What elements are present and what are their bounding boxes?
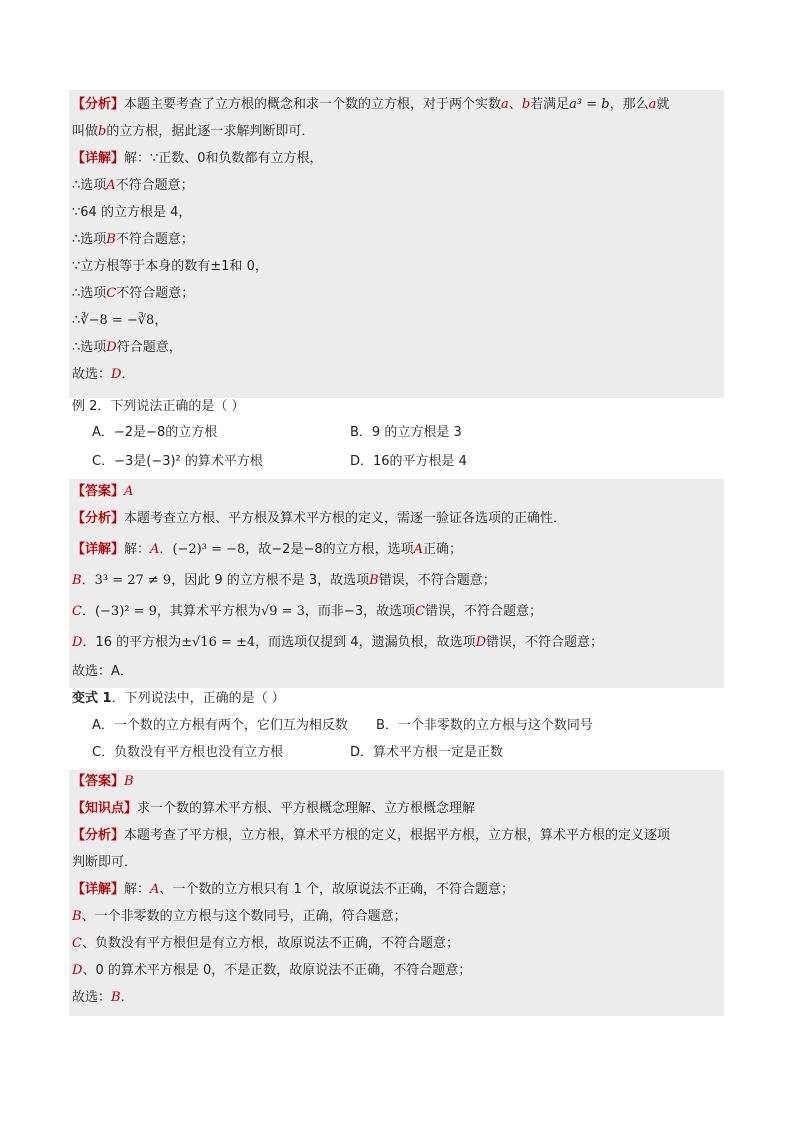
analysis-label: 【分析】	[72, 97, 125, 112]
ex2-detail-line3: C．(−3)² = 9，其算术平方根为√9 = 3，而非−3，故选项C错误，不符合题意；	[72, 604, 543, 619]
ex1-detail-line3: ∵64 的立方根是 4，	[72, 205, 192, 220]
analysis-label: 【分析】	[72, 511, 125, 526]
var1-conclusion: 故选：B．	[72, 990, 134, 1005]
cube-equation: a³ = b	[569, 97, 610, 112]
answer-label: 【答案】	[72, 774, 125, 789]
var1-option-d: D．算术平方根一定是正数	[350, 745, 504, 760]
detail-label: 【详解】	[72, 151, 125, 166]
var1-knowledge-point: 【知识点】求一个数的算术平方根、平方根概念理解、立方根概念理解	[72, 801, 476, 816]
var1-detail-line2: B、一个非零数的立方根与这个数同号，正确，符合题意；	[72, 909, 407, 924]
ex2-option-a: A．−2是−8的立方根	[92, 425, 218, 440]
var1-option-b: B．一个非零数的立方根与这个数同号	[376, 718, 593, 733]
var1-option-a: A．一个数的立方根有两个，它们互为相反数	[92, 718, 348, 733]
knowledge-point-label: 【知识点】	[72, 801, 138, 816]
detail-label: 【详解】	[72, 542, 125, 557]
ex1-detail-line7: ∴∛−8 = −∛8，	[72, 313, 168, 328]
var1-detail-line3: C、负数没有平方根但是有立方根，故原说法不正确，不符合题意；	[72, 936, 459, 951]
ex2-analysis: 【分析】本题考查立方根、平方根及算术平方根的定义，需逐一验证各选项的正确性．	[72, 511, 567, 526]
ex2-answer: 【答案】A	[72, 484, 134, 499]
ex1-conclusion: 故选：D．	[72, 367, 135, 382]
ex1-detail-line6: ∴选项C不符合题意；	[72, 286, 195, 301]
ex1-detail-line5: ∵立方根等于本身的数有±1和 0，	[72, 259, 268, 274]
ex1-analysis-line1: 【分析】本题主要考查了立方根的概念和求一个数的立方根，对于两个实数a、b若满足a³ = b，那么a就	[72, 97, 670, 112]
analysis-label: 【分析】	[72, 828, 125, 843]
ex1-detail-line2: ∴选项A不符合题意；	[72, 178, 194, 193]
ex2-question-title: 例 2．下列说法正确的是（ ）	[72, 399, 245, 414]
ex2-detail-line2: B．3³ = 27 ≠ 9，因此 9 的立方根不是 3，故选项B错误，不符合题意；	[72, 573, 496, 588]
var1-detail-line4: D、0 的算术平方根是 0，不是正数，故原说法不正确，不符合题意；	[72, 963, 472, 978]
ex1-detail-line8: ∴选项D符合题意，	[72, 340, 182, 355]
ex1-detail-line1: 【详解】解：∵正数、0和负数都有立方根，	[72, 151, 323, 166]
ex1-analysis-line2: 叫做b的立方根，据此逐一求解判断即可．	[72, 124, 315, 139]
answer-label: 【答案】	[72, 484, 125, 499]
ex1-detail-line4: ∴选项B不符合题意；	[72, 232, 194, 247]
var1-analysis-line1: 【分析】本题考查了平方根，立方根，算术平方根的定义，根据平方根，立方根，算术平方根的定义逐项	[72, 828, 671, 843]
var1-detail-line1: 【详解】解：A、一个数的立方根只有 1 个，故原说法不正确，不符合题意；	[72, 882, 514, 897]
ex2-option-b: B．9 的立方根是 3	[350, 425, 462, 440]
ex2-option-c: C．−3是(−3)² 的算术平方根	[92, 454, 263, 469]
var1-answer: 【答案】B	[72, 774, 134, 789]
ex2-detail-line4: D．16 的平方根为±√16 = ±4，而选项仅提到 4，遗漏负根，故选项D错误，不符合题意；	[72, 635, 604, 650]
ex2-conclusion: 故选：A．	[72, 664, 133, 679]
detail-label: 【详解】	[72, 882, 125, 897]
cube-root-equation: ∛−8 = −∛8	[80, 313, 155, 328]
var1-analysis-line2: 判断即可．	[72, 855, 138, 870]
ex2-detail-line1: 【详解】解：A．(−2)³ = −8，故−2是−8的立方根，选项A正确；	[72, 542, 463, 557]
ex2-option-d: D．16的平方根是 4	[350, 454, 467, 469]
var1-option-c: C．负数没有平方根也没有立方根	[92, 745, 284, 760]
var1-question-title: 变式 1．下列说法中，正确的是（ ）	[72, 691, 285, 706]
